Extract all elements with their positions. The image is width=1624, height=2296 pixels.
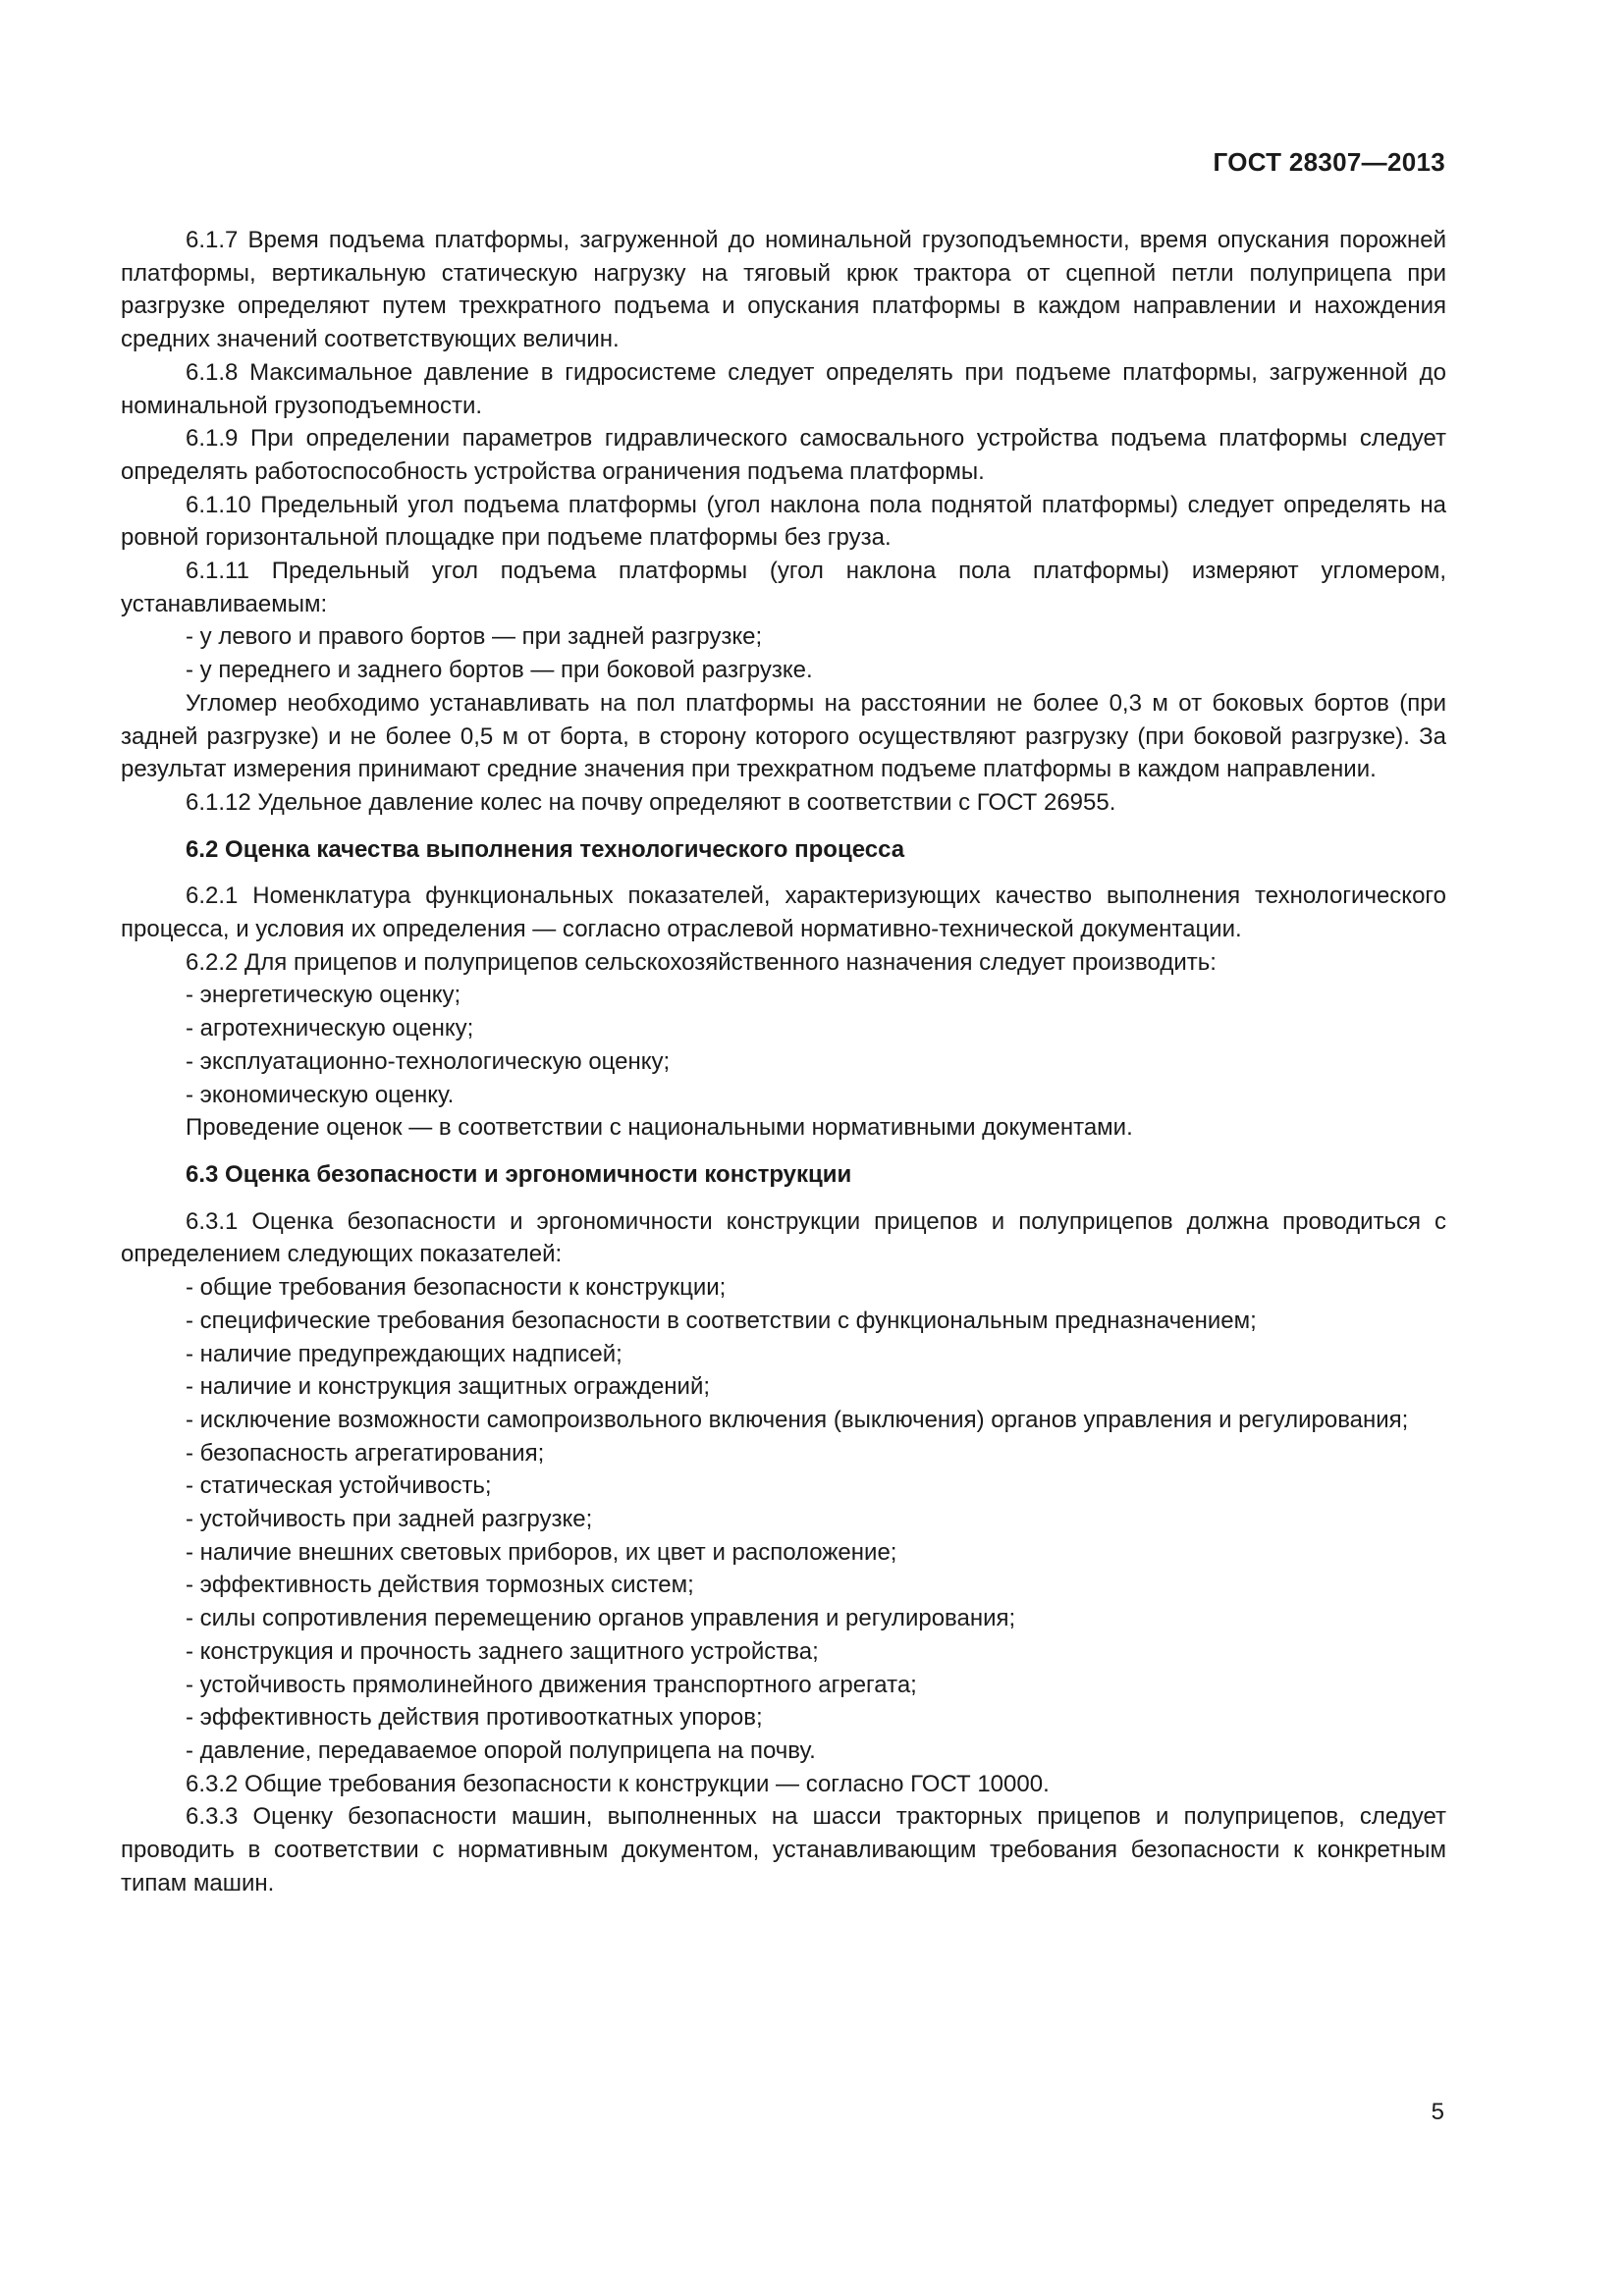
paragraph-6-1-8: 6.1.8 Максимальное давление в гидросистеме следует определять при подъеме платформы, загруженной до номинальной грузоподъемности.: [121, 358, 1446, 419]
paragraph-6-1-12: 6.1.12 Удельное давление колес на почву определяют в соответствии с ГОСТ 26955.: [186, 788, 1116, 816]
paragraph-6-1-7: 6.1.7 Время подъема платформы, загруженной до номинальной грузоподъемности, время опускания порожней платформы, вертикальную статическую нагрузку на тяговый крюк трактора от сцепной петли полуприцепа при разгрузке определяют путем трехкратного подъема и опускания платформы в каждом направлении и нахождения средних значений соответствующих величин.: [121, 227, 1446, 353]
paragraph-6-3-1: 6.3.1 Оценка безопасности и эргономичности конструкции прицепов и полуприцепов должна проводиться с определением следующих показателей:: [121, 1207, 1446, 1268]
document-body: [121, 224, 1446, 1899]
list-item: - у левого и правого бортов — при задней разгрузке;: [186, 623, 763, 651]
paragraph-6-3-2: 6.3.2 Общие требования безопасности к конструкции — согласно ГОСТ 10000.: [186, 1770, 1050, 1797]
list-item: - устойчивость прямолинейного движения транспортного агрегата;: [186, 1671, 917, 1698]
paragraph-6-1-11: 6.1.11 Предельный угол подъема платформы (угол наклона пола платформы) измеряют угломером, устанавливаемым:: [121, 558, 1446, 617]
document-header-standard: ГОСТ 28307—2013: [1213, 147, 1445, 177]
list-item: - у переднего и заднего бортов — при боковой разгрузке.: [186, 657, 813, 684]
paragraph-6-1-11-note: Угломер необходимо устанавливать на пол платформы на расстоянии не более 0,3 м от боковых бортов (при задней разгрузке) и не более 0,5 м от борта, в сторону которого осуществляют разгрузку (при боковой разгрузке). За результат измерения принимают средние значения при трехкратном подъеме платформы в каждом направлении.: [121, 689, 1446, 783]
list-item: - энергетическую оценку;: [186, 982, 461, 1009]
list-item: - экономическую оценку.: [186, 1081, 455, 1108]
paragraph-6-2-2: 6.2.2 Для прицепов и полуприцепов сельскохозяйственного назначения следует производить:: [186, 948, 1217, 976]
list-item: - исключение возможности самопроизвольного включения (выключения) органов управления и регулирования;: [186, 1406, 1409, 1433]
list-item: - эффективность действия противооткатных упоров;: [186, 1704, 763, 1732]
paragraph-6-1-10: 6.1.10 Предельный угол подъема платформы (угол наклона пола поднятой платформы) следует определять на ровной горизонтальной площадке при подъеме платформы без груза.: [121, 491, 1446, 552]
list-item: - общие требования безопасности к конструкции;: [186, 1274, 727, 1302]
paragraph-6-2-1: 6.2.1 Номенклатура функциональных показателей, характеризующих качество выполнения технологического процесса, и условия их определения — согласно отраслевой нормативно-технической документации.: [121, 882, 1446, 943]
section-heading-6-2: 6.2 Оценка качества выполнения технологического процесса: [186, 835, 905, 863]
list-item: - силы сопротивления перемещению органов управления и регулирования;: [186, 1605, 1016, 1632]
list-item: - специфические требования безопасности в соответствии с функциональным предназначением;: [186, 1307, 1257, 1334]
list-item: - статическая устойчивость;: [186, 1472, 492, 1500]
list-item: - конструкция и прочность заднего защитного устройства;: [186, 1637, 819, 1665]
list-item: - безопасность агрегатирования;: [186, 1439, 545, 1467]
page-number: 5: [1431, 2099, 1444, 2125]
list-item: - наличие предупреждающих надписей;: [186, 1340, 623, 1367]
list-item: - эффективность действия тормозных систем;: [186, 1572, 694, 1599]
list-item: - эксплуатационно-технологическую оценку;: [186, 1047, 671, 1075]
list-item: - наличие внешних световых приборов, их цвет и расположение;: [186, 1538, 897, 1566]
list-item: - устойчивость при задней разгрузке;: [186, 1506, 593, 1533]
list-item: - давление, передаваемое опорой полуприцепа на почву.: [186, 1736, 816, 1764]
paragraph-6-3-3: 6.3.3 Оценку безопасности машин, выполненных на шасси тракторных прицепов и полуприцепов, следует проводить в соответствии с нормативным документом, устанавливающим требования безопасности к конкретным типам машин.: [121, 1803, 1446, 1896]
paragraph-6-1-9: 6.1.9 При определении параметров гидравлического самосвального устройства подъема платформы следует определять работоспособность устройства ограничения подъема платформы.: [121, 425, 1446, 485]
section-heading-6-3: 6.3 Оценка безопасности и эргономичности конструкции: [186, 1160, 852, 1188]
list-item: - агротехническую оценку;: [186, 1015, 474, 1042]
paragraph-6-2-2-note: Проведение оценок — в соответствии с национальными нормативными документами.: [186, 1114, 1133, 1142]
list-item: - наличие и конструкция защитных ограждений;: [186, 1373, 711, 1401]
